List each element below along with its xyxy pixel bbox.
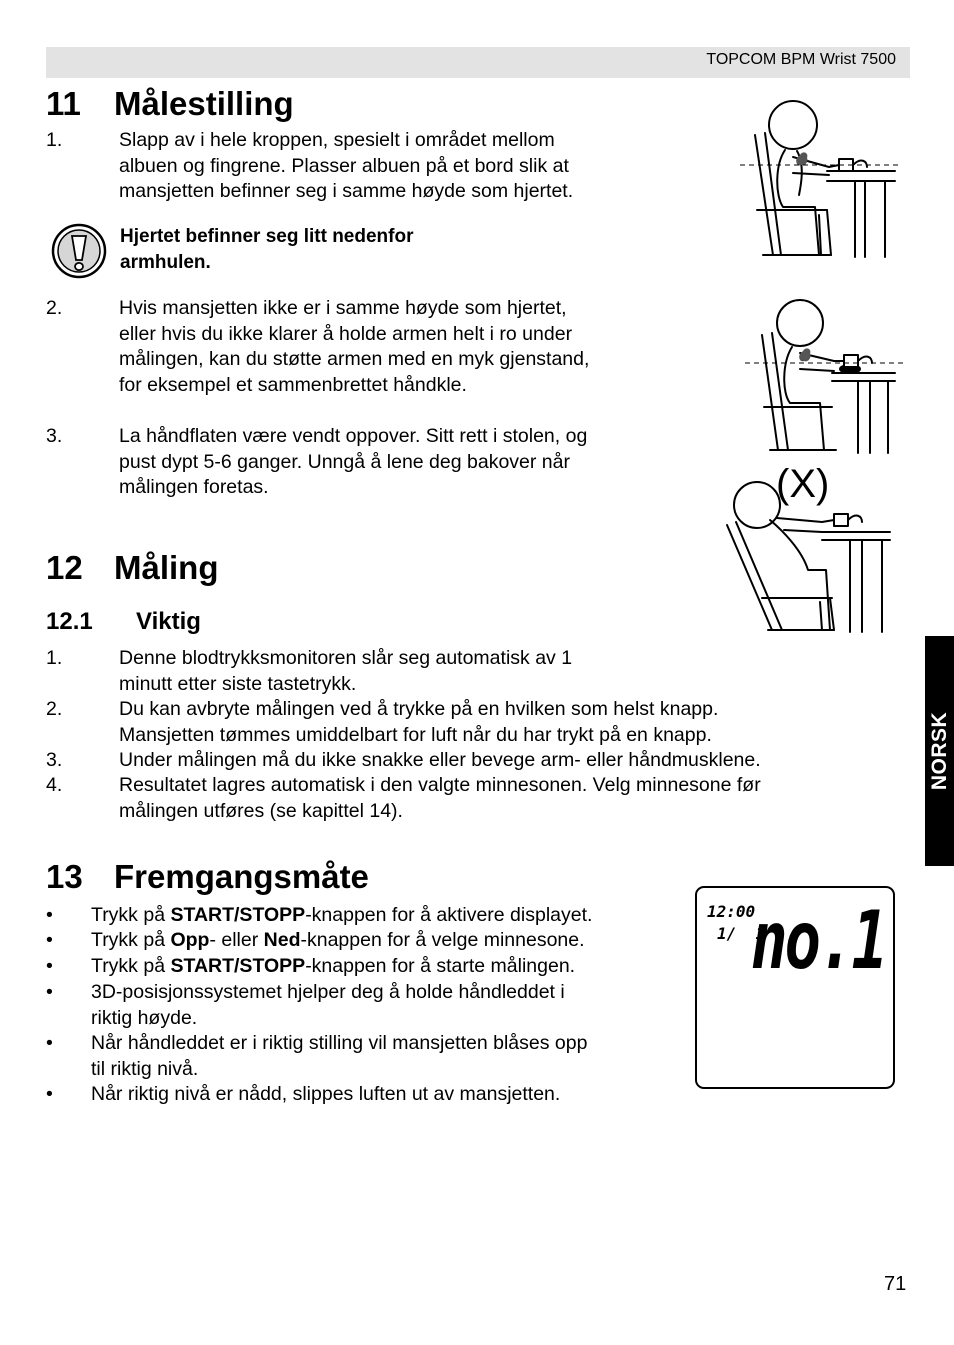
section-title: Måling <box>114 549 219 586</box>
posture-supported-illustration <box>740 295 905 455</box>
note-line: armhulen. <box>120 252 211 273</box>
lcd-display <box>695 886 895 1089</box>
item-number: 3. <box>46 425 63 447</box>
posture-correct-illustration <box>735 95 900 260</box>
header-title: TOPCOM BPM Wrist 7500 <box>706 51 896 68</box>
bullet-line: Når håndleddet er i riktig stilling vil mansjetten blåses opp <box>91 1032 588 1054</box>
item-line: Resultatet lagres automatisk i den valgte minnesonen. Velg minnesone før <box>119 774 761 796</box>
bullet-text: -knappen for å velge minnesone. <box>300 929 585 951</box>
lcd-time: 12:00 <box>707 902 756 921</box>
bullet-text: - eller <box>209 929 264 951</box>
bullet-symbol: • <box>46 955 53 977</box>
item-line: Hvis mansjetten ikke er i samme høyde som hjertet, <box>119 297 567 319</box>
item-line: La håndflaten være vendt oppover. Sitt rett i stolen, og <box>119 425 588 447</box>
section-11-heading <box>46 85 294 123</box>
bullet-symbol: • <box>46 1083 53 1105</box>
item-line: for eksempel et sammenbrettet håndkle. <box>119 373 467 396</box>
note-line: Hjertet befinner seg litt nedenfor <box>120 226 414 247</box>
section-title: Fremgangsmåte <box>114 858 369 895</box>
bullet-text: Trykk på <box>91 955 171 977</box>
bullet-symbol: • <box>46 904 53 926</box>
item-line: målingen, kan du støtte armen med en myk gjenstand, <box>119 348 590 370</box>
item-number: 1. <box>46 129 63 151</box>
button-name-text: START/STOPP <box>170 904 306 926</box>
item-number: 3. <box>46 749 63 771</box>
section-13-heading <box>46 858 369 896</box>
item-line: målingen foretas. <box>119 476 269 498</box>
bullet-text: Trykk på <box>91 929 171 951</box>
button-name-text: Ned <box>263 929 301 951</box>
bullet-text: Trykk på <box>91 904 171 926</box>
lcd-main-readout <box>751 894 887 987</box>
item-line: Mansjetten tømmes umiddelbart for luft når du har trykt på en knapp. <box>119 723 712 746</box>
button-name-text: Opp <box>170 929 210 951</box>
subsection-heading <box>46 608 201 636</box>
page-number: 71 <box>884 1273 907 1295</box>
item-line: målingen utføres (se kapittel 14). <box>119 799 403 822</box>
item-line: Denne blodtrykksmonitoren slår seg automatisk av 1 <box>119 647 573 669</box>
item-line: Under målingen må du ikke snakke eller bevege arm- eller håndmusklene. <box>119 749 761 771</box>
exclamation-warning-icon <box>51 222 107 280</box>
lcd-main-text: no.1 <box>751 894 885 987</box>
item-number: 1. <box>46 647 63 669</box>
item-line: minutt etter siste tastetrykk. <box>119 672 357 695</box>
section-number: 12 <box>46 549 83 586</box>
section-title: Målestilling <box>114 85 294 122</box>
language-side-tab <box>925 636 954 866</box>
bullet-text: -knappen for å aktivere displayet. <box>305 904 593 926</box>
bullet-text: -knappen for å starte målingen. <box>305 955 576 977</box>
bullet-symbol: • <box>46 1032 53 1054</box>
item-line: albuen og fingrene. Plasser albuen på et bord slik at <box>119 154 569 177</box>
item-line: eller hvis du ikke klarer å holde armen helt i ro under <box>119 322 573 345</box>
bullet-symbol: • <box>46 981 53 1003</box>
subsection-number: 12.1 <box>46 608 93 635</box>
item-number: 4. <box>46 774 63 796</box>
language-tab-label: NORSK <box>927 711 951 791</box>
button-name-text: START/STOPP <box>170 955 306 977</box>
bullet-line: 3D-posisjonssystemet hjelper deg å holde håndleddet i <box>91 981 565 1003</box>
section-12-heading <box>46 549 219 587</box>
item-line: mansjetten befinner seg i samme høyde som hjertet. <box>119 180 574 202</box>
item-number: 2. <box>46 698 63 720</box>
note-text <box>120 224 413 276</box>
lcd-date: 1/ 1 <box>717 924 766 943</box>
subsection-title: Viktig <box>136 608 201 635</box>
bullet-line: til riktig nivå. <box>91 1057 199 1080</box>
bullet-symbol: • <box>46 929 53 951</box>
wrong-posture-mark: (X) <box>776 462 830 506</box>
item-number: 2. <box>46 297 63 319</box>
section-number: 13 <box>46 858 83 895</box>
header-bar <box>46 47 910 78</box>
section-number: 11 <box>46 85 81 122</box>
bullet-line: Når riktig nivå er nådd, slippes luften ut av mansjetten. <box>91 1083 561 1105</box>
item-line: Du kan avbryte målingen ved å trykke på en hvilken som helst knapp. <box>119 698 719 720</box>
item-line: Slapp av i hele kroppen, spesielt i området mellom <box>119 129 555 151</box>
item-line: pust dypt 5-6 ganger. Unngå å lene deg bakover når <box>119 450 570 473</box>
bullet-line: riktig høyde. <box>91 1006 198 1029</box>
